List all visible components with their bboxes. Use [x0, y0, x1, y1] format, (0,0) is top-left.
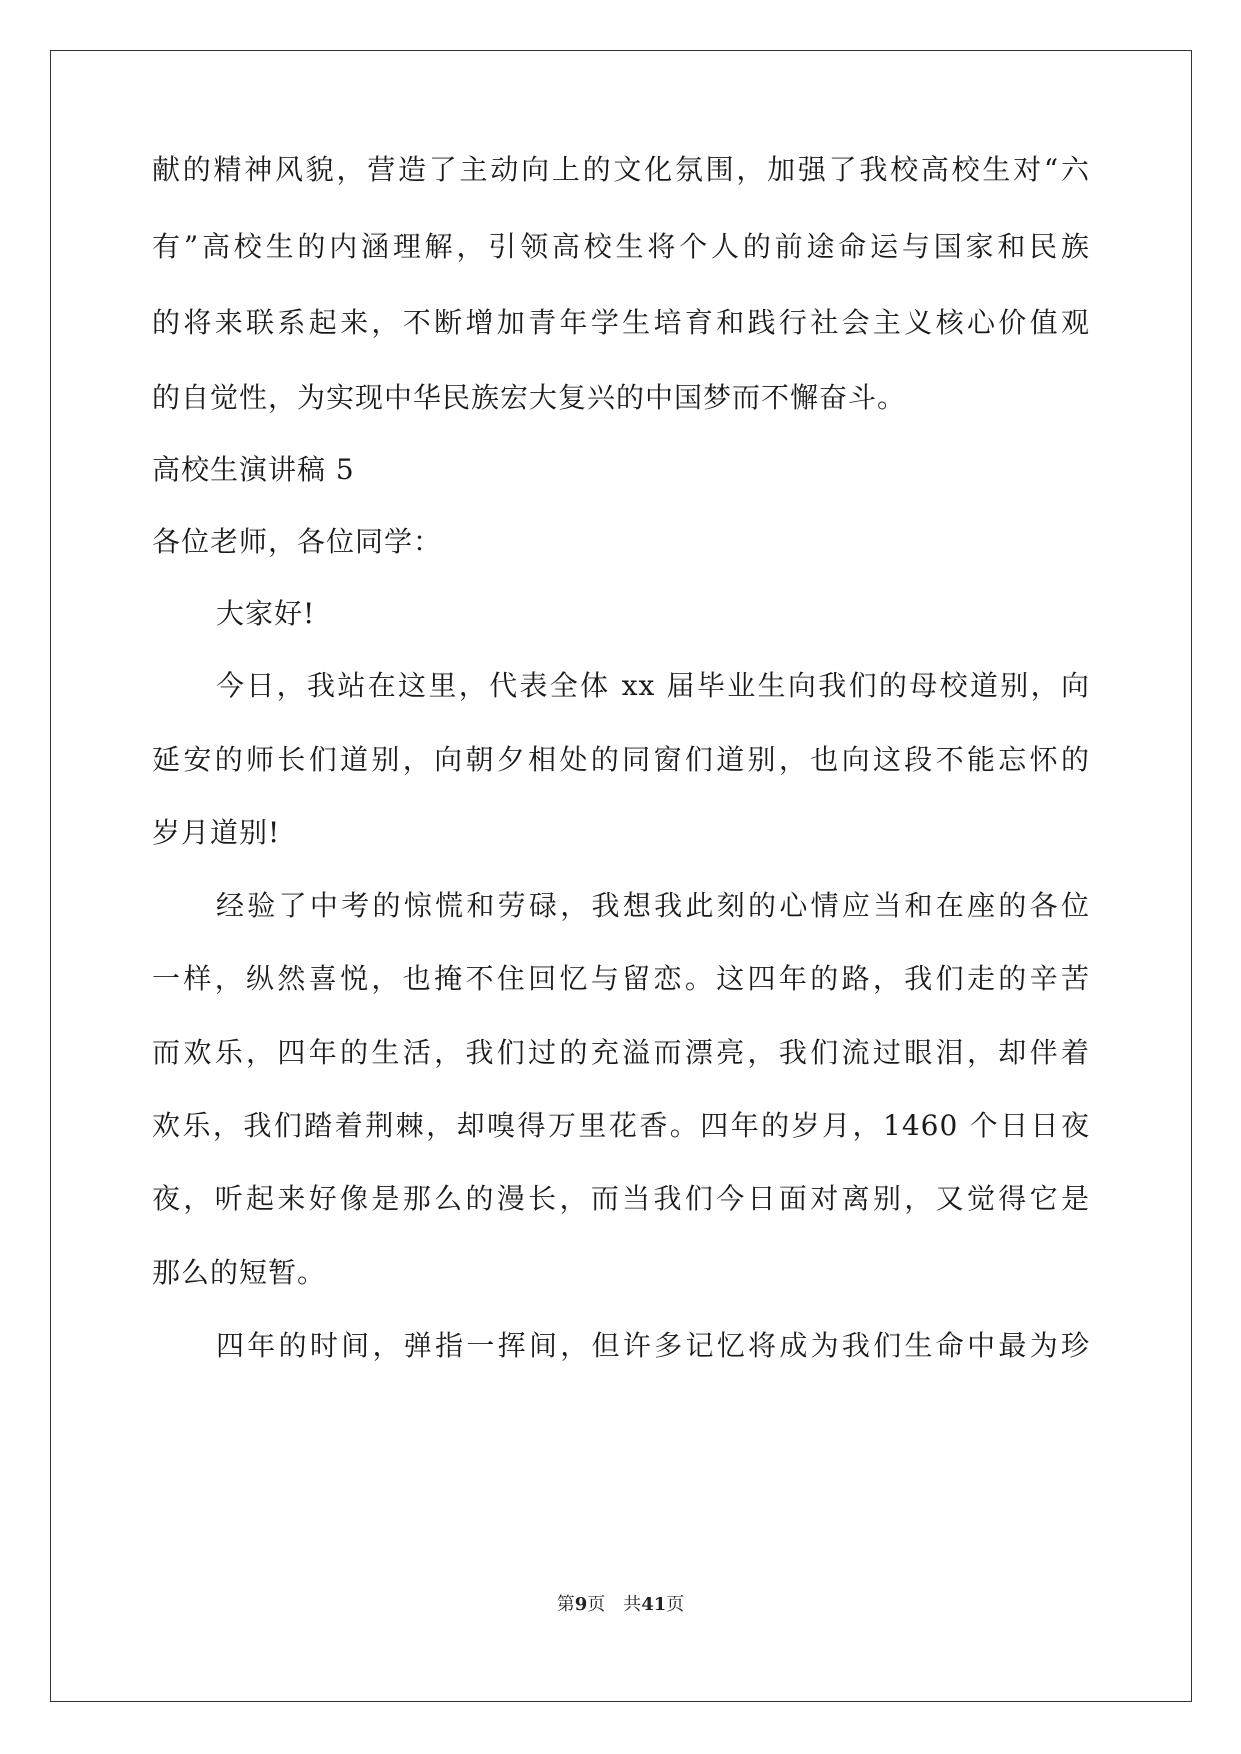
- text-line: 延安的师长们道别，向朝夕相处的同窗们道别，也向这段不能忘怀的: [152, 743, 1090, 776]
- page-footer: [0, 1593, 1241, 1617]
- text-line: 而欢乐，四年的生活，我们过的充溢而漂亮，我们流过眼泪，却伴着: [152, 1036, 1090, 1069]
- text-line: 的将来联系起来，不断增加青年学生培育和践行社会主义核心价值观: [152, 306, 1090, 339]
- footer-page-prefix: 第: [556, 1594, 575, 1615]
- text-line: 的自觉性，为实现中华民族宏大复兴的中国梦而不懈奋斗。: [152, 381, 907, 414]
- text-line: 夜，听起来好像是那么的漫长，而当我们今日面对离别，又觉得它是: [152, 1182, 1090, 1215]
- text-line: 经验了中考的惊慌和劳碌，我想我此刻的心情应当和在座的各位: [216, 889, 1090, 922]
- salutation: 各位老师，各位同学：: [152, 525, 443, 558]
- text-line: 有”高校生的内涵理解，引领高校生将个人的前途命运与国家和民族: [152, 230, 1090, 263]
- footer-page-suffix: 页: [666, 1594, 685, 1615]
- text-line: 献的精神风貌，营造了主动向上的文化氛围，加强了我校高校生对“六: [152, 153, 1090, 186]
- page-border: [50, 50, 1192, 1702]
- text-line: 岁月道别!: [152, 816, 281, 849]
- text-line: 一样，纵然喜悦，也掩不住回忆与留恋。这四年的路，我们走的辛苦: [152, 962, 1090, 995]
- footer-page-mid: 页 共: [587, 1594, 642, 1615]
- text-line: 那么的短暂。: [152, 1256, 327, 1289]
- footer-page-number: 9: [574, 1594, 588, 1615]
- text-line: 欢乐，我们踏着荆棘，却嗅得万里花香。四年的岁月，1460 个日日夜: [152, 1109, 1090, 1142]
- footer-total-pages: 41: [641, 1594, 667, 1615]
- section-heading: 高校生演讲稿 5: [152, 453, 355, 486]
- text-line: 今日，我站在这里，代表全体 xx 届毕业生向我们的母校道别，向: [216, 669, 1090, 702]
- text-line: 四年的时间，弹指一挥间，但许多记忆将成为我们生命中最为珍: [216, 1329, 1090, 1362]
- greeting: 大家好!: [216, 597, 316, 630]
